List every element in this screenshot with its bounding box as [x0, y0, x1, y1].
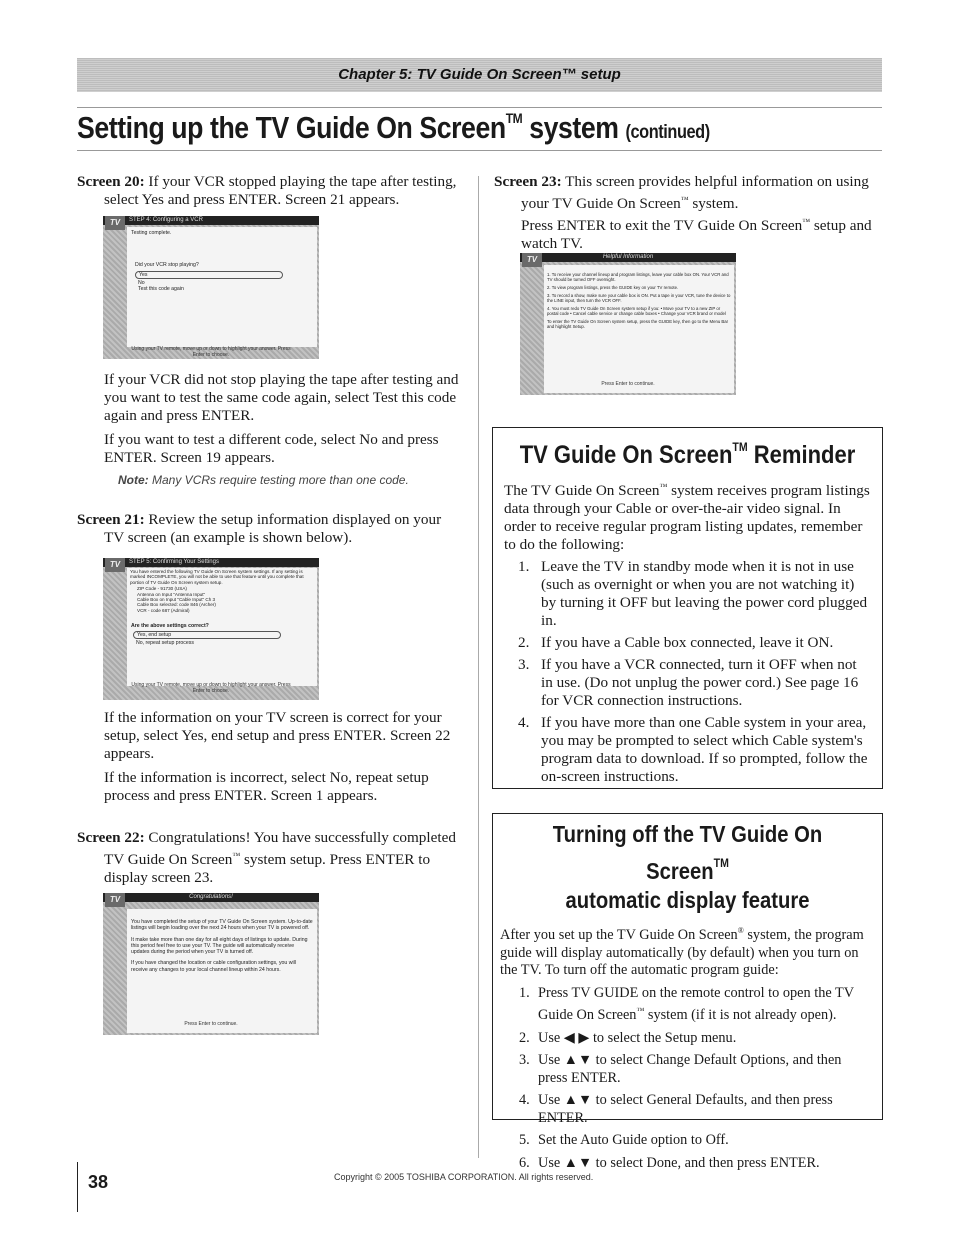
- list-item: [500, 985, 872, 1025]
- turnoff-intro: [500, 922, 872, 980]
- tv-title: STEP 4: Configuring a VCR: [129, 217, 203, 223]
- tm-mark: ™: [659, 482, 668, 491]
- screen-22-block: [77, 829, 462, 887]
- tv-status: Testing complete.: [131, 230, 172, 236]
- tv-intro: You have entered the following TV Guide On Screen system settings. If any setting is marked INCOMPLETE, you will not be able to use that feature until you complete that portion of TV Guide On Screen system setup.: [130, 569, 304, 585]
- list-text-end: system (if it is not already open).: [644, 1007, 837, 1023]
- registered-mark: ®: [737, 926, 744, 935]
- tv-panel: [127, 227, 317, 347]
- screen-22-paragraph: [77, 829, 462, 887]
- turnoff-title-tm: TM: [713, 856, 729, 870]
- tv-title: Congratulations!: [189, 894, 233, 900]
- tv-title-bar: [520, 253, 736, 262]
- tv-hint: Press Enter to continue.: [601, 381, 655, 387]
- reminder-title-after: Reminder: [747, 441, 856, 469]
- tv-panel: [127, 909, 317, 1033]
- tv-guide-logo: TV: [105, 893, 125, 907]
- list-item: [500, 1132, 872, 1150]
- turnoff-intro-b: system, the program guide will display automatically (by default) when you turn on the TV. To turn off the automatic program guide:: [500, 927, 864, 978]
- tv-setting: VCR - code 687 (Admiral): [137, 607, 190, 613]
- turnoff-box: [492, 813, 883, 1171]
- tv-title: STEP 5: Confirming Your Settings: [129, 559, 219, 565]
- copyright: Copyright © 2005 TOSHIBA CORPORATION. All rights reserved.: [334, 1172, 594, 1182]
- tv-panel: [544, 265, 734, 393]
- list-number: 4.: [519, 1092, 530, 1108]
- correct-info-paragraph: If the information on your TV screen is correct for your setup, select Yes, end setup and press ENTER. Screen 22 appears.: [104, 709, 451, 762]
- page-heading-continued: (continued): [625, 122, 710, 143]
- note-label: Note:: [118, 473, 149, 487]
- list-text: Use ▲▼ to select Done, and then press ENTER.: [538, 1154, 820, 1171]
- turnoff-list: [500, 985, 872, 1173]
- tv-help-item: 2. To view program listings, press the GUIDE key on your TV remote.: [547, 285, 679, 290]
- tv-setting: Cable Box on Input "Cable Input" Ch 3: [137, 597, 216, 603]
- left-column-mid: [104, 371, 462, 489]
- screen-23-exit-end: setup and watch TV.: [521, 217, 872, 252]
- list-item: [500, 1092, 872, 1127]
- tv-paragraph: You have completed the setup of your TV Guide On Screen system. Up-to-date listings will begin loading over the next 24 hours when your TV is powered off.: [131, 919, 313, 932]
- list-number: 2.: [519, 1029, 530, 1046]
- page-number: 38: [88, 1172, 109, 1192]
- tv-help-item: 3. To record a show, make sure your cable box is ON. Put a tape in your VCR, tune the device to the LINE input, then turn the VCR OFF.: [547, 293, 731, 303]
- reminder-list: [504, 558, 872, 786]
- tv-hint: Press Enter to continue.: [184, 1021, 238, 1027]
- screen-22-label: Screen 22:: [77, 829, 145, 846]
- tv-screen-23: [520, 253, 736, 395]
- list-text: If you have more than one Cable system in your area, you may be prompted to select which Cable system's program data to download. If so prompted, follow the on-screen instructions.: [541, 714, 868, 785]
- list-number: 5.: [519, 1132, 530, 1148]
- list-text: Use ◀ ▶ to select the Setup menu.: [538, 1029, 737, 1046]
- list-text: Leave the TV in standby mode when it is not in use (such as overnight or when you are not watching it) by turning it OFF but leaving the power cord plugged in.: [541, 558, 868, 629]
- tv-setting: ZIP Code - 91730 (USA): [137, 586, 187, 592]
- footer-rule: [77, 1162, 78, 1212]
- tv-guide-logo: TV: [105, 558, 125, 572]
- tv-help-item: 1. To receive your channel lineup and program listings, leave your cable box ON. Your VCR and TV should be turned OFF overnight.: [547, 272, 729, 282]
- tv-title-bar: [103, 558, 319, 567]
- tv-option-yes[interactable]: Yes: [135, 271, 283, 279]
- list-text: If you have a VCR connected, turn it OFF when not in use. (Do not unplug the power cord.) See page 16 for VCR connection instructions.: [541, 656, 859, 709]
- reminder-intro-a: The TV Guide On Screen: [504, 482, 660, 499]
- page-heading-main: Setting up the TV Guide On Screen: [77, 110, 506, 145]
- screen-23-exit-text: Press ENTER to exit the TV Guide On Screen: [521, 217, 803, 234]
- tm-mark: ™: [802, 217, 811, 226]
- reminder-title: [516, 440, 858, 470]
- tv-hint: Using your TV remote, move up or down to highlight your answer. Press Enter to choose.: [131, 346, 291, 358]
- reminder-body: [493, 470, 882, 786]
- list-text: Use ▲▼ to select Change Default Options, and then press ENTER.: [538, 1052, 842, 1086]
- tv-guide-logo: TV: [105, 216, 125, 230]
- left-column-lower: [104, 709, 462, 805]
- tv-help-closing: To enter the TV Guide On Screen system setup, press the GUIDE key, then go to the Menu Bar and highlight Setup.: [547, 319, 729, 329]
- left-column-top: [77, 173, 462, 209]
- list-item: [504, 714, 872, 786]
- screen-23-text-end: system.: [688, 195, 739, 212]
- reminder-intro: [504, 478, 872, 554]
- list-item: [500, 1030, 872, 1048]
- note: [104, 471, 462, 489]
- different-code-paragraph: If you want to test a different code, select No and press ENTER. Screen 19 appears.: [104, 431, 439, 466]
- screen-23-paragraph: [494, 173, 882, 213]
- screen-20-text: If your VCR stopped playing the tape after testing, select Yes and press ENTER. Screen 21 appears.: [104, 173, 457, 208]
- screen-23-exit: [494, 213, 882, 253]
- list-number: 1.: [519, 984, 530, 1001]
- screen-21-paragraph: [77, 511, 462, 547]
- reminder-title-text: TV Guide On Screen: [519, 441, 733, 469]
- tv-title-bar: [103, 893, 319, 902]
- list-text: If you have a Cable box connected, leave it ON.: [541, 634, 834, 651]
- list-item: [504, 558, 872, 630]
- tv-paragraph: It make take more than one day for all eight days of listings to update. During this period feel free to use your TV. The guide will automatically receive updates during the period when your TV is turned off.: [131, 936, 308, 956]
- screen-23-text: This screen provides helpful information on using your TV Guide On Screen: [521, 173, 869, 212]
- page-heading: [77, 110, 710, 146]
- turnoff-title-line2: automatic display feature: [565, 887, 810, 913]
- screen-21-label: Screen 21:: [77, 511, 145, 528]
- list-item: [504, 656, 872, 710]
- tv-screen-21: [103, 558, 319, 700]
- note-text: Many VCRs require testing more than one code.: [148, 473, 409, 487]
- chapter-header-band: [77, 58, 882, 92]
- tv-hint: Using your TV remote, move up or down to highlight your answer. Press Enter to choose.: [131, 682, 291, 694]
- list-number: 1.: [518, 558, 530, 575]
- list-text: Use ▲▼ to select General Defaults, and then press ENTER.: [538, 1092, 833, 1126]
- tv-question: Are the above settings correct?: [131, 623, 209, 630]
- tv-setting: Antenna on Input "Antenna Input": [137, 591, 206, 597]
- list-number: 3.: [519, 1052, 530, 1068]
- tv-panel: [127, 568, 317, 686]
- list-text: Press TV GUIDE on the remote control to open the TV Guide On Screen: [538, 984, 854, 1023]
- list-number: 4.: [518, 714, 530, 731]
- test-again-paragraph: If your VCR did not stop playing the tape after testing and you want to test the same code again, select Test this code again and press ENTER.: [104, 371, 459, 424]
- page-heading-tm: TM: [505, 110, 523, 126]
- list-number: 6.: [519, 1154, 530, 1171]
- tv-paragraph: If you have changed the location or cable configuration settings, you will receive any changes to your local channel lineup within 24 hours.: [131, 960, 296, 973]
- tv-title-bar: [103, 216, 319, 225]
- tv-screen-20: [103, 216, 319, 359]
- heading-bottom-rule: [77, 150, 882, 151]
- tv-guide-logo: TV: [522, 253, 542, 267]
- reminder-box: [492, 427, 883, 789]
- screen-23-block: [494, 173, 882, 253]
- tv-option-no-repeat[interactable]: No, repeat setup process: [136, 639, 194, 646]
- tv-screen-22: [103, 893, 319, 1035]
- list-number: 2.: [518, 634, 530, 651]
- tv-option-no[interactable]: No: [138, 279, 145, 286]
- tv-option-test-again[interactable]: Test this code again: [138, 286, 184, 293]
- screen-21-block: [77, 511, 462, 547]
- tm-mark: ™: [636, 1006, 645, 1015]
- page-heading-after: system: [522, 110, 626, 145]
- screen-21-text: Review the setup information displayed on your TV screen (an example is shown below).: [104, 511, 442, 546]
- list-item: [500, 1155, 872, 1173]
- tm-mark: ™: [232, 851, 241, 860]
- incorrect-info-paragraph: If the information is incorrect, select No, repeat setup process and press ENTER. Screen 1 appears.: [104, 769, 429, 804]
- screen-23-label: Screen 23:: [494, 173, 562, 190]
- reminder-intro-b: system receives program listings data through your Cable or over-the-air video signal. In order to receive regular program listing updates, remember to do the following:: [504, 482, 870, 553]
- tv-question: Did your VCR stop playing?: [135, 262, 199, 269]
- tv-setting: Cable Box selected: code 846 (Archer): [137, 602, 216, 608]
- turnoff-title-line1: Turning off the TV Guide On Screen: [552, 821, 823, 884]
- tm-mark: ™: [680, 195, 689, 204]
- list-item: [500, 1052, 872, 1087]
- reminder-title-tm: TM: [732, 440, 748, 454]
- turnoff-title: [516, 820, 858, 915]
- chapter-title: Chapter 5: TV Guide On Screen™ setup: [338, 66, 621, 83]
- list-number: 3.: [518, 656, 530, 673]
- heading-top-rule: [77, 107, 882, 108]
- list-text: Set the Auto Guide option to Off.: [538, 1132, 729, 1148]
- tv-help-item: 4. You must redo TV Guide On Screen system setup if you: • Move your TV to a new ZIP or postal code • Cancel cable service or change cable boxes • Change your VCR brand or model: [547, 306, 726, 316]
- turnoff-intro-a: After you set up the TV Guide On Screen: [500, 927, 738, 943]
- screen-22-text-end: system setup. Press ENTER to display screen 23.: [104, 851, 431, 886]
- screen-22-text: Congratulations! You have successfully completed TV Guide On Screen: [104, 829, 456, 868]
- tv-title: Helpful Information: [602, 254, 654, 260]
- turnoff-body: [493, 915, 882, 1172]
- tv-option-yes-end-setup[interactable]: Yes, end setup: [133, 631, 281, 639]
- screen-20-label: Screen 20:: [77, 173, 145, 190]
- list-item: [504, 634, 872, 652]
- screen-20-paragraph: [77, 173, 462, 209]
- column-divider: [478, 176, 479, 1158]
